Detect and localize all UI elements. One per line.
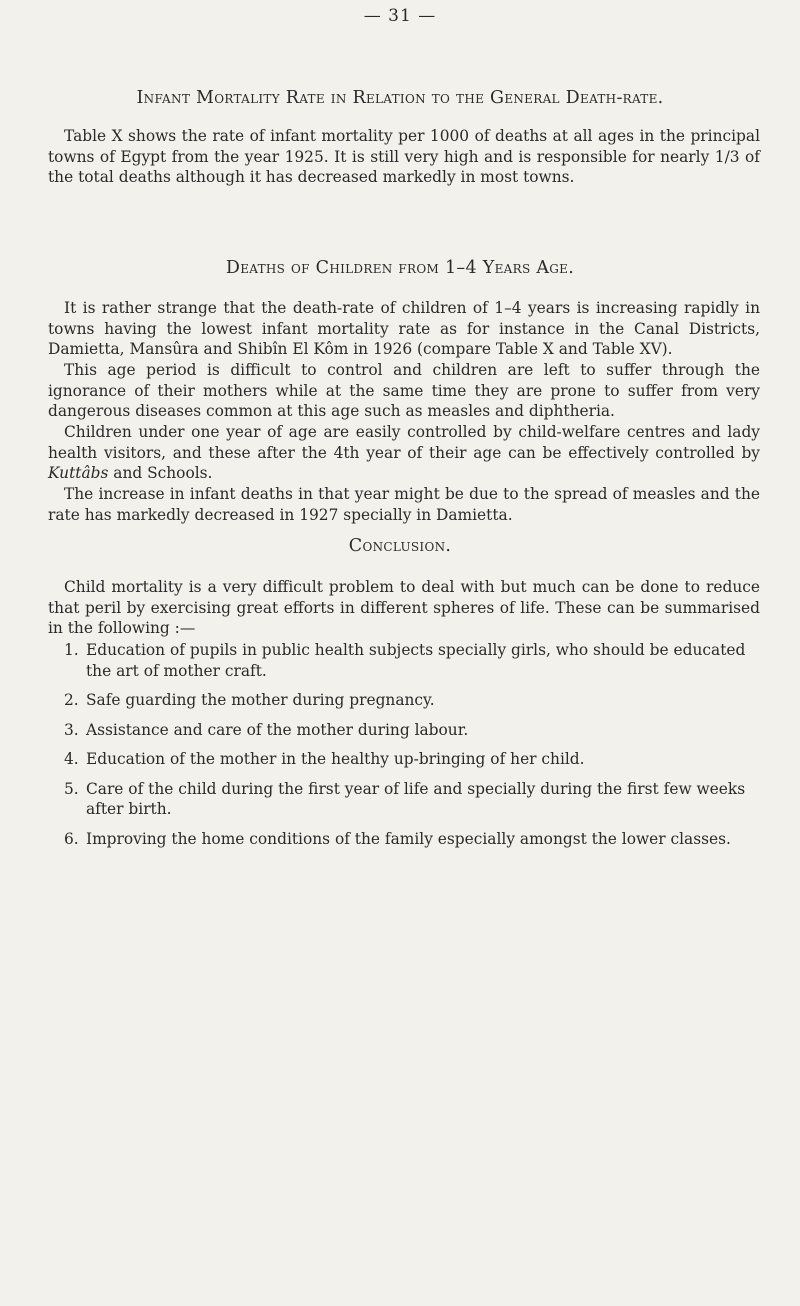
list-item-number: 6. <box>64 829 79 848</box>
list-item <box>64 779 760 820</box>
paragraph-strange-death-rate: It is rather strange that the death-rate of children of 1–4 years is increasing rapidly in towns having the lowest infant mortality rate as for instance in the Canal Districts, Damietta, Mansûra and Shibîn El Kôm in 1926 (compare Table X and Table XV). <box>48 299 760 358</box>
list-item <box>64 690 760 711</box>
list-item-number: 5. <box>64 779 79 798</box>
conclusion-list <box>64 640 760 858</box>
list-item-number: 2. <box>64 691 79 709</box>
list-item-text: Improving the home conditions of the family especially amongst the lower classes. <box>86 829 731 848</box>
paragraph-children-end: and Schools. <box>108 464 213 482</box>
list-item-number: 1. <box>64 641 79 659</box>
list-item <box>64 720 760 741</box>
kuttabs-term: Kuttâbs <box>48 464 109 482</box>
list-item <box>64 749 760 770</box>
page-number: — 31 — <box>363 6 437 26</box>
list-item-text: Care of the child during the first year of life and specially during the first few weeks after birth. <box>86 779 746 818</box>
list-item-number: 3. <box>64 720 79 739</box>
section-heading-conclusion: Conclusion. <box>348 536 452 556</box>
list-item <box>64 640 760 681</box>
paragraph-conclusion-intro: Child mortality is a very difficult problem to deal with but much can be done to reduce that peril by exercising great efforts in different spheres of life. These can be summarised in the following :— <box>48 578 760 637</box>
list-item-text: Assistance and care of the mother during labour. <box>86 720 469 739</box>
section-heading-deaths-children: Deaths of Children from 1–4 Years Age. <box>225 258 575 278</box>
list-item-text: Education of the mother in the healthy up-bringing of her child. <box>86 750 585 768</box>
list-item-text: Safe guarding the mother during pregnancy. <box>86 691 435 709</box>
list-item <box>64 829 760 850</box>
section-heading-infant-mortality: Infant Mortality Rate in Relation to the General Death-rate. <box>136 88 664 108</box>
list-item-text: Education of pupils in public health subjects specially girls, who should be educated the art of mother craft. <box>86 641 746 680</box>
paragraph-children-under-one <box>48 422 760 484</box>
list-item-number: 4. <box>64 750 79 768</box>
paragraph-children-text: Children under one year of age are easily controlled by child-welfare centres and lady health visitors, and these after the 4th year of their age can be effectively controlled by <box>48 423 760 462</box>
paragraph-infant-mortality: Table X shows the rate of infant mortality per 1000 of deaths at all ages in the principal towns of Egypt from the year 1925. It is still very high and is responsible for nearly 1/3 of the total deaths although it has decreased markedly in most towns. <box>48 127 760 186</box>
paragraph-increase-infant-deaths: The increase in infant deaths in that year might be due to the spread of measles and the rate has markedly decreased in 1927 specially in Damietta. <box>48 485 760 524</box>
paragraph-age-period: This age period is difficult to control and children are left to suffer through the ignorance of their mothers while at the same time they are prone to suffer from very dangerous diseases common at this age such as measles and diphtheria. <box>48 361 760 420</box>
